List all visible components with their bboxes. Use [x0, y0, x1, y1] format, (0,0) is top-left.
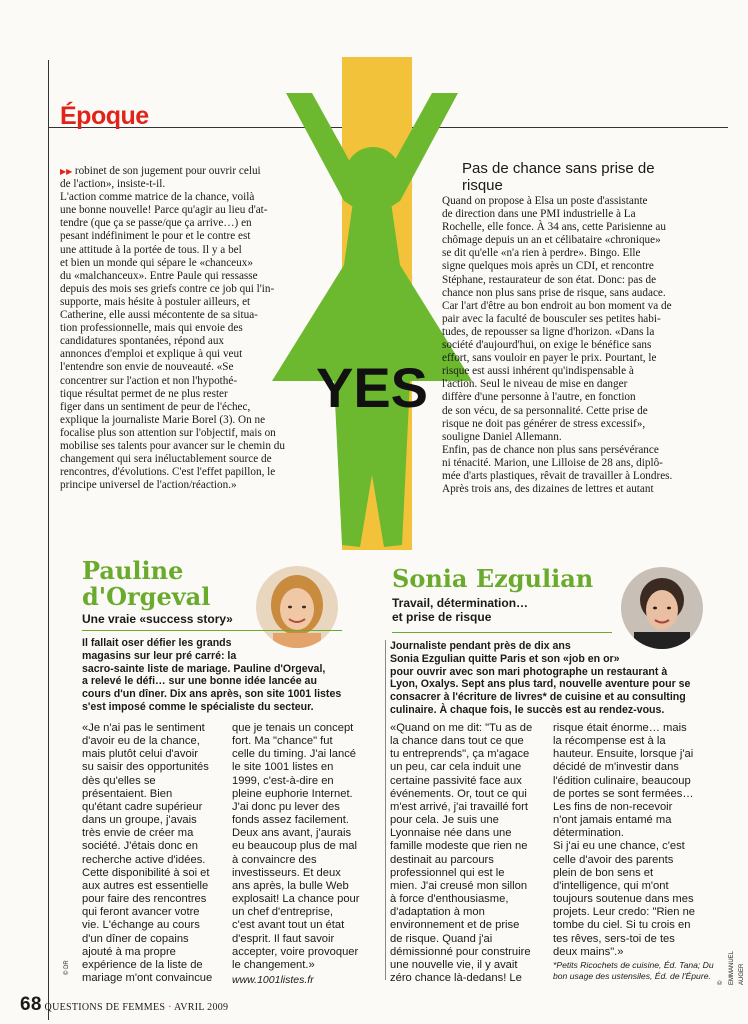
article-line: du «malchanceux». Entre Paule qui ressasse [60, 269, 258, 282]
pauline-quote-line: su saisir des opportunités [82, 761, 209, 774]
pauline-quote-line: pour faire des rencontres [82, 893, 207, 906]
sonia-quote-line: deux mains".» [553, 945, 624, 958]
page-number: 68 [20, 994, 42, 1015]
sonia-quote-line: professionnel qui est le [390, 866, 505, 879]
pauline-quote-line: qui feront avancer votre [82, 906, 200, 919]
article-line: Rochelle, elle fonce. À 34 ans, cette Parisienne au [442, 221, 666, 234]
article-line: Enfin, pas de chance non plus sans persévérance [442, 443, 659, 456]
pauline-quote-line: aux autres est essentielle [82, 879, 209, 892]
sonia-quote-line: Lyonnaise née dans une [390, 827, 512, 840]
article-line: annonces d'emploi et explique à qui veut [60, 348, 243, 361]
pauline-quote-line: eu beaucoup plus de mal [232, 840, 358, 853]
pauline-quote-line: Deux ans avant, j'aurais [232, 827, 352, 840]
pauline-quote-line: mariage m'ont convaincue [82, 971, 213, 984]
pauline-rule [82, 630, 342, 631]
pauline-quote-line: dans un groupe, j'avais [82, 814, 197, 827]
article-line: risque est aussi inhérent qu'indispensable à [442, 365, 634, 378]
sonia-quote-line: tes rêves, sers-toi de tes [553, 932, 675, 945]
pauline-quote-line: présentaient. Bien [82, 787, 173, 800]
pauline-quote-line: Cette disponibilité à soi et [82, 866, 210, 879]
article-line: Stéphane, restaurateur de son état. Donc: pas de [442, 273, 657, 286]
article-line: mobilise ses talents pour avancer sur le chemin du [60, 439, 285, 452]
sonia-quote-line: d'adaptation à mon [390, 906, 485, 919]
pauline-lead-line: sacro-sainte liste de mariage. Pauline d'Orgeval, [82, 662, 326, 675]
sonia-quote-line: détermination. [553, 827, 624, 840]
pauline-quote-line: d'un dîner de copains [82, 932, 189, 945]
pauline-quote-line: ajouté à ma propre [82, 945, 176, 958]
footer [20, 994, 228, 1016]
article-line: souligne Daniel Allemann. [442, 430, 562, 443]
sonia-quote-line: «Quand on me dit: "Tu as de [390, 722, 533, 734]
sonia-lead [390, 640, 710, 717]
sonia-lead-line: Sonia Ezgulian quitte Paris et son «job en or» [390, 652, 620, 665]
sonia-quote-line: m'est arrivé, j'ai travaillé fort [390, 800, 528, 813]
pauline-quote-line: fonds assez facilement. [232, 814, 349, 827]
pauline-quote-line: très envie de créer ma [82, 827, 194, 840]
pauline-quote-line: le changement.» [232, 958, 315, 971]
article-line: une bonne nouvelle! Parce qu'agir au lieu d'at- [60, 204, 268, 217]
sonia-quote-line: décidé de m'investir dans [553, 761, 679, 774]
sonia-quote-right [553, 722, 713, 959]
sonia-note-2: bon usage des ustensiles, Éd. de l'Épure. [553, 971, 711, 981]
pauline-quote-right [232, 722, 382, 972]
pauline-quote-line: celle du timing. J'ai lancé [232, 748, 357, 761]
sonia-quote-line: projets. Leur credo: "Rien ne [553, 906, 696, 919]
left-margin-rule [48, 60, 49, 1020]
sonia-quote-line: tu entreprends", ça m'agace [390, 748, 530, 761]
pauline-quote-line: pleine euphorie Internet. [232, 787, 353, 800]
pauline-quote-line: c'est avant tout un état [232, 919, 345, 932]
sonia-quote-line: une nouvelle vie, il y avait [390, 958, 518, 971]
pauline-quote-line: mais plutôt celui d'avoir [82, 748, 198, 761]
sonia-quote-line: Les fins de non-recevoir [553, 800, 673, 813]
pauline-quote-line: qu'étant cadre supérieur [82, 800, 203, 813]
sonia-lead-line: Lyon, Oxalys. Sept ans plus tard, nouvelle aventure pour se [390, 678, 691, 691]
article-line: diffère d'une personne à l'autre, en fonction [442, 391, 636, 404]
sonia-quote-line: n'ont jamais entamé ma [553, 814, 672, 827]
sonia-quote-line: tombe du ciel. Si tu crois en [553, 919, 691, 932]
pauline-quote-line: d'avoir eu de la chance, [82, 735, 200, 748]
pauline-quote-line: 1999, c'est-à-dire en [232, 774, 334, 787]
sonia-tagline-1: Travail, détermination… [392, 596, 529, 610]
sonia-quote-line: de risque. Quand j'ai [390, 932, 493, 945]
sonia-quote-line: destinait au parcours [390, 853, 494, 866]
article-line: tendre (que ça se passe/que ça arrive…) en [60, 217, 252, 230]
sonia-quote-line: certaine passivité face aux [390, 774, 522, 787]
pauline-tagline: Une vraie «success story» [82, 612, 233, 626]
yes-word: YES [315, 356, 429, 419]
sonia-quote-line: famille modeste que rien ne [390, 840, 528, 853]
subheading-risk: Pas de chance sans prise de risque [462, 160, 655, 194]
sonia-quote-line: plein de bon sens et [553, 866, 654, 879]
pauline-quote-line: société. J'étais donc en [82, 840, 198, 853]
section-title: Époque [60, 102, 149, 130]
article-line: chômage depuis un an et célibataire «chronique» [442, 234, 661, 247]
sonia-lead-line: Journaliste pendant près de dix ans [390, 640, 571, 652]
publication-name: QUESTIONS DE FEMMES [44, 1002, 166, 1013]
pauline-lead-line: magasins sur leur pré carré: la [82, 649, 237, 662]
article-line: pair avec la faculté de bousculer ses petites habi- [442, 312, 661, 325]
pauline-quote-line: recherche active d'idées. [82, 853, 206, 866]
sonia-quote-line: à force d'enthousiasme, [390, 893, 509, 906]
pauline-lead [82, 637, 382, 714]
pauline-quote-line: ans après, la bulle Web [232, 879, 349, 892]
article-line: signe quelques mois après un CDI, et rencontre [442, 260, 654, 273]
article-line: pesant indéfiniment le pour et le contre est [60, 230, 251, 243]
sonia-quote-line: celle d'avoir des parents [553, 853, 674, 866]
pauline-quote-line: expérience de la liste de [82, 958, 203, 971]
pauline-name-line2: d'Orgeval [82, 582, 211, 611]
sonia-lead-line: culinaire. À chaque fois, le succès est au rendez-vous. [390, 703, 665, 716]
article-line: principe universel de l'action/réaction.» [60, 479, 237, 492]
sonia-name: Sonia Ezgulian [392, 564, 594, 593]
article-line: supporte, mais hésite à postuler ailleurs, et [60, 295, 251, 308]
article-line: tion professionnelle, mais qui envoie des [60, 322, 243, 335]
pauline-quote-line: accepter, voire provoquer [232, 945, 359, 958]
pauline-quote-left [82, 722, 232, 985]
pauline-quote-line: dès qu'elles se [82, 774, 156, 787]
sonia-quote-line: pour cela. Je suis une [390, 814, 499, 827]
sonia-quote-line: zéro chance là-dedans! Le [390, 971, 522, 984]
article-line: candidatures spontanées, répond aux [60, 335, 225, 348]
sonia-quote-left [390, 722, 550, 985]
box-divider [385, 640, 386, 980]
pauline-quote-line: «Je n'ai pas le sentiment [82, 722, 205, 734]
article-line: l'entendre son envie de nouveauté. «Se [60, 361, 234, 374]
article-line: société d'aujourd'hui, on exige le bénéfice sans [442, 339, 652, 352]
publication-date: AVRIL 2009 [173, 1002, 229, 1013]
sonia-quote-line: environnement et de prise [390, 919, 520, 932]
pauline-quote-line: explosait! La chance pour [232, 893, 360, 906]
article-line: une attitude à la portée de tous. Il y a bel [60, 243, 242, 256]
article-line: chance non plus sans prise de risque, sans audace. [442, 286, 666, 299]
sonia-quote-line: l'édition culinaire, beaucoup [553, 774, 691, 787]
pauline-quote-line: d'esprit. Il faut savoir [232, 932, 335, 945]
sonia-quote-line: la récompense est à la [553, 735, 666, 748]
sonia-quote-line: hauteur. Ensuite, lorsque j'ai [553, 748, 694, 761]
sonia-note-1: *Petits Ricochets de cuisine, Éd. Tana; Du [553, 960, 714, 970]
pauline-name-line1: Pauline [82, 556, 184, 585]
sonia-quote-line: de portes se sont fermées… [553, 787, 694, 800]
article-line: tudes, de repousser sa ligne d'horizon. «Dans la [442, 325, 655, 338]
sonia-quote-line: d'intelligence, qui m'ont [553, 879, 669, 892]
pauline-quote-line: fort. Ma "chance" fut [232, 735, 333, 748]
pauline-lead-line: s'est imposé comme le spécialiste du secteur. [82, 700, 314, 713]
pauline-photo-credit: © DR [64, 960, 70, 975]
sonia-quote-line: Si j'ai eu une chance, c'est [553, 840, 685, 853]
pauline-quote-line: vie. L'échange au cours [82, 919, 200, 932]
head [345, 147, 401, 203]
article-line: explique la journaliste Marie Borel (3). On ne [60, 413, 266, 426]
sonia-lead-line: consacrer à l'écriture de livres* de cuisine et au consulting [390, 691, 686, 704]
article-line: Quand on propose à Elsa un poste d'assistante [442, 195, 648, 207]
article-line: depuis des mois ses griefs contre ce job qui l'in- [60, 282, 275, 295]
article-line: concentrer sur l'action et non l'hypothé- [60, 374, 238, 387]
article-line: de l'action», insiste-t-il. [60, 178, 166, 191]
article-line: Car l'art d'être au bon endroit au bon moment va de [442, 299, 672, 312]
sonia-tagline-2: et prise de risque [392, 610, 492, 624]
article-line: de son vécu, de sa personnalité. Cette prise de [442, 404, 648, 417]
pauline-quote-line: à convaincre des [232, 853, 317, 866]
article-line: ni ténacité. Marion, une Lilloise de 28 ans, diplô- [442, 456, 663, 469]
article-line: robinet de son jugement pour ouvrir celui [74, 165, 261, 177]
sonia-quote-line: un peu, car cela induit une [390, 761, 522, 774]
footer-separator: · [168, 1002, 174, 1013]
article-line: Catherine, elle aussi mécontente de sa situa- [60, 309, 258, 322]
article-column-1 [60, 165, 318, 492]
sonia-rule [392, 632, 612, 633]
pauline-quote-line: que je tenais un concept [232, 722, 354, 734]
sonia-photo-credit: © EMMANUEL AUGER [718, 951, 745, 985]
pauline-lead-line: a relevé le défi… sur une bonne idée lancée au [82, 675, 317, 688]
continuation-marker-icon: ▶▶ [60, 167, 75, 176]
sonia-quote-line: événements. Or, tout ce qui [390, 787, 527, 800]
sonia-lead-line: pour ouvrir avec son mari photographe un restaurant à [390, 665, 668, 678]
sonia-quote-line: risque était énorme… mais [553, 722, 687, 734]
pauline-lead-line: Il fallait oser défier les grands [82, 637, 232, 649]
article-column-2 [442, 195, 700, 496]
article-line: mée d'arts plastiques, rêvait de travailler à Londres. [442, 469, 673, 482]
article-line: Après trois ans, des dizaines de lettres et autant [442, 483, 654, 496]
pauline-quote-line: investisseurs. Et deux [232, 866, 341, 879]
article-line: de direction dans une PMI industrielle à La [442, 208, 636, 221]
pauline-quote-line: le site 1001 listes en [232, 761, 334, 774]
sonia-portrait [620, 566, 704, 650]
pauline-quote-line: un chef d'entreprise, [232, 906, 334, 919]
article-line: l'action. Seul le niveau de mise en danger [442, 378, 628, 391]
pauline-quote-line: J'ai donc pu lever des [232, 800, 340, 813]
article-line: se dit qu'elle «n'a rien à perdre». Bingo. Elle [442, 247, 641, 260]
sonia-quote-line: la chance dans tout ce que [390, 735, 524, 748]
article-line: effort, sans vouloir en payer le prix. Pourtant, le [442, 352, 657, 365]
sonia-quote-line: toujours soutenue dans mes [553, 893, 694, 906]
article-line: changement qui sera inéluctablement source de [60, 453, 272, 466]
article-line: L'action comme matrice de la chance, voilà [60, 191, 255, 204]
sonia-quote-line: démissionné pour construire [390, 945, 531, 958]
article-line: tique résultat permet de ne plus rester [60, 387, 228, 400]
article-line: focalise plus son attention sur l'objectif, mais on [60, 426, 276, 439]
article-line: rencontres, d'évolutions. C'est l'effet papillon, le [60, 466, 276, 479]
article-line: figer dans un sentiment de peur de l'échec, [60, 400, 251, 413]
article-line: et bien un monde qui sépare le «chanceux» [60, 256, 253, 269]
pauline-url[interactable]: www.1001listes.fr [232, 974, 314, 986]
pauline-lead-line: cours d'un dîner. Dix ans après, son site 1001 listes [82, 688, 342, 701]
article-line: risque ne doit pas générer de stress excessif», [442, 417, 646, 430]
sonia-quote-line: mien. J'ai creusé mon sillon [390, 879, 528, 892]
